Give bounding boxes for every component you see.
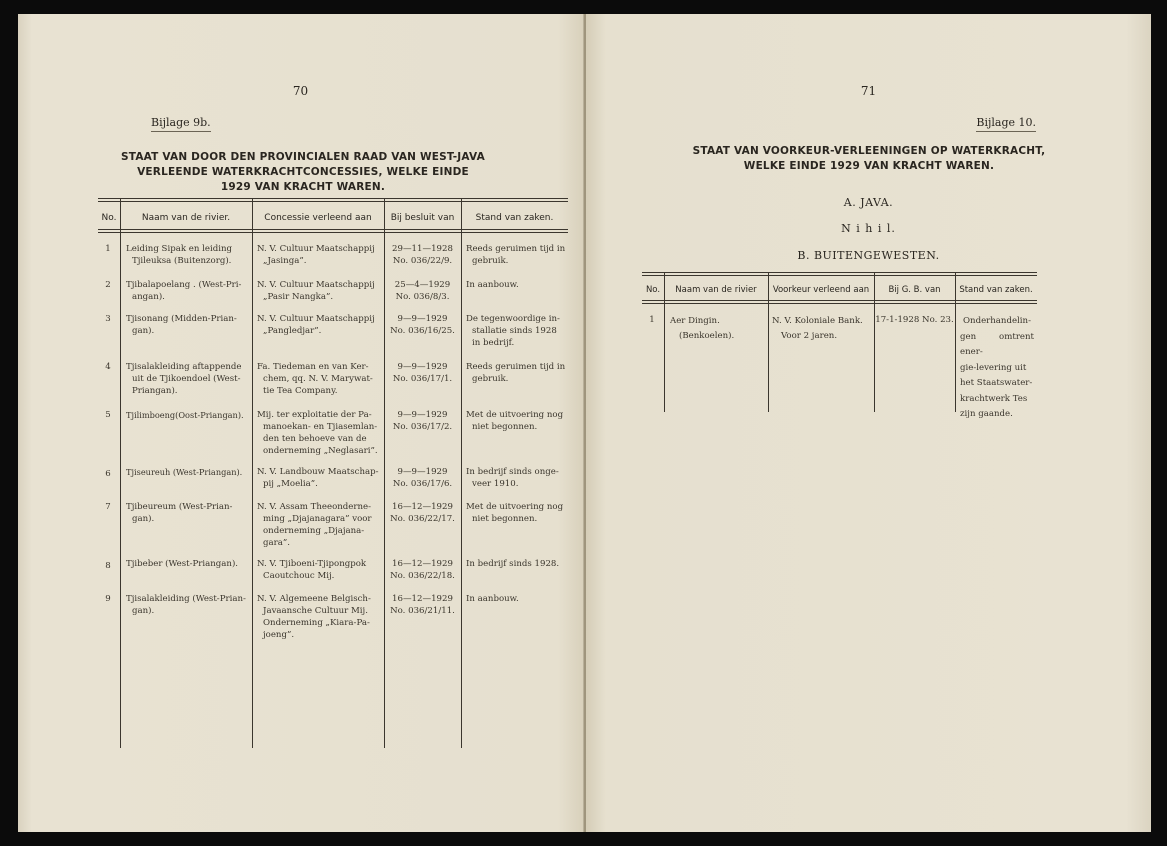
row-8-grantee: N. V. Tjiboeni-Tjipongpok Caoutchouc Mij.: [257, 559, 367, 581]
row-9-decree: 16—12—1929 No. 036/21/11.: [390, 594, 455, 616]
row-7-decree: 16—12—1929 No. 036/22/17.: [390, 502, 455, 524]
row-3-river: Tjisonang (Midden-Prian- gan).: [126, 314, 237, 336]
row-2-decree: 25—4—1929 No. 036/8/3.: [394, 280, 451, 302]
row-5-no: 5: [105, 410, 111, 420]
row-8-status: In bedrijf sinds 1928.: [466, 559, 560, 569]
section-b-heading: B. BUITENGEWESTEN.: [797, 249, 940, 262]
row-9-grantee: N. V. Algemeene Belgisch- Javaansche Cultuur Mij. Onderneming „Kiara-Pa- joeng”.: [257, 594, 371, 640]
table-title-left: STAAT VAN DOOR DEN PROVINCIALEN RAAD VAN WEST-JAVA VERLEENDE WATERKRACHTCONCESSIES, WELKE EINDE 1929 VAN KRACHT WAREN.: [121, 151, 485, 193]
row-9-river: Tjisalakleiding (West-Prian- gan).: [126, 594, 246, 616]
header-no: No.: [101, 213, 117, 223]
row-8-river: Tjibeber (West-Priangan).: [126, 559, 239, 569]
left-page: [18, 14, 584, 832]
row-1-decree: 29—11—1928 No. 036/22/9.: [392, 244, 453, 266]
header-river: Naam van de rivier.: [141, 213, 231, 223]
row-4-grantee: Fa. Tiedeman en van Ker- chem, qq. N. V. Marywat- tie Tea Company.: [257, 362, 373, 396]
row-3-decree: 9—9—1929 No. 036/16/25.: [390, 314, 455, 336]
row-7-no: 7: [105, 502, 111, 512]
row-1-decree: 17-1-1928 No. 23.: [875, 315, 954, 325]
section-a-value: N i h i l.: [841, 222, 896, 235]
header-grantee: Concessie verleend aan: [264, 213, 372, 223]
row-7-river: Tjibeureum (West-Prian- gan).: [126, 502, 233, 524]
row-6-decree: 9—9—1929 No. 036/17/6.: [392, 467, 453, 489]
row-8-decree: 16—12—1929 No. 036/22/18.: [390, 559, 455, 581]
header-status: Stand van zaken.: [959, 285, 1033, 295]
row-3-grantee: N. V. Cultuur Maatschappij „Pangledjar”.: [257, 314, 375, 336]
header-decree: Bij G. B. van: [888, 285, 941, 295]
row-1-river: Leiding Sipak en leiding Tjileuksa (Buitenzorg).: [126, 244, 232, 266]
row-2-no: 2: [105, 280, 111, 290]
header-no: No.: [645, 285, 661, 295]
section-a-heading: A. JAVA.: [843, 196, 894, 209]
appendix-label-left: Bijlage 9b.: [151, 116, 211, 129]
page-number-left: 70: [292, 84, 309, 98]
appendix-label-right: Bijlage 10.: [968, 116, 1036, 129]
row-5-decree: 9—9—1929 No. 036/17/2.: [392, 410, 453, 432]
right-page: [586, 14, 1151, 832]
concession-table: [98, 198, 568, 748]
row-1-no: 1: [105, 244, 111, 254]
row-6-no: 6: [105, 469, 111, 479]
row-3-no: 3: [105, 314, 111, 324]
row-3-status: De tegenwoordige in- stallatie sinds 1928 in bedrijf.: [466, 314, 560, 348]
row-7-status: Met de uitvoering nog niet begonnen.: [466, 502, 564, 524]
row-4-river: Tjisalakleiding aftappende uit de Tjikoendoel (West- Priangan).: [126, 362, 242, 396]
row-2-river: Tjibalapoelang . (West-Pri- angan).: [126, 280, 242, 302]
row-7-grantee: N. V. Assam Theeonderne- ming „Djajanagara” voor onderneming „Djajana- gara”.: [257, 502, 372, 548]
row-5-status: Met de uitvoering nog niet begonnen.: [466, 410, 564, 432]
row-6-grantee: N. V. Landbouw Maatschap- pij „Moelia”.: [257, 467, 379, 489]
row-1-river: Aer Dingin. (Benkoelen).: [670, 316, 735, 341]
header-river: Naam van de rivier: [675, 285, 757, 295]
row-9-no: 9: [105, 594, 111, 604]
row-1-grantee: N. V. Koloniale Bank. Voor 2 jaren.: [772, 316, 863, 341]
table-title-right: STAAT VAN VOORKEUR-VERLEENINGEN OP WATERKRACHT, WELKE EINDE 1929 VAN KRACHT WAREN.: [692, 145, 1046, 172]
row-6-status: In bedrijf sinds onge- veer 1910.: [466, 467, 559, 489]
row-6-river: Tjiseureuh (West-Priangan).: [126, 467, 243, 477]
header-decree: Bij besluit van: [390, 213, 455, 223]
row-1-status: Onderhandelin- gen omtrent ener- gie-levering uit het Staatswater- krachtwerk Tes zijn gaande.: [960, 316, 1034, 419]
preference-table: [642, 272, 1037, 419]
row-2-status: In aanbouw.: [466, 280, 519, 290]
row-4-status: Reeds geruimen tijd in gebruik.: [466, 362, 566, 384]
row-5-grantee: Mij. ter exploitatie der Pa- manoekan- en Tjiasemlan- den ten behoeve van de onderneming „Neglasari”.: [257, 410, 378, 456]
header-grantee: Voorkeur verleend aan: [772, 285, 870, 295]
row-8-no: 8: [105, 561, 111, 571]
row-1-no: 1: [649, 315, 655, 325]
row-5-river: Tjilimboeng(Oost-Priangan).: [126, 410, 244, 420]
row-9-status: In aanbouw.: [466, 594, 519, 604]
row-1-status: Reeds geruimen tijd in gebruik.: [466, 244, 566, 266]
header-status: Stand van zaken.: [475, 213, 554, 223]
row-4-decree: 9—9—1929 No. 036/17/1.: [392, 362, 453, 384]
row-4-no: 4: [105, 362, 111, 372]
row-1-grantee: N. V. Cultuur Maatschappij „Jasinga”.: [257, 244, 375, 266]
page-number-right: 71: [860, 84, 877, 98]
row-2-grantee: N. V. Cultuur Maatschappij „Pasir Nangka”.: [257, 280, 375, 302]
